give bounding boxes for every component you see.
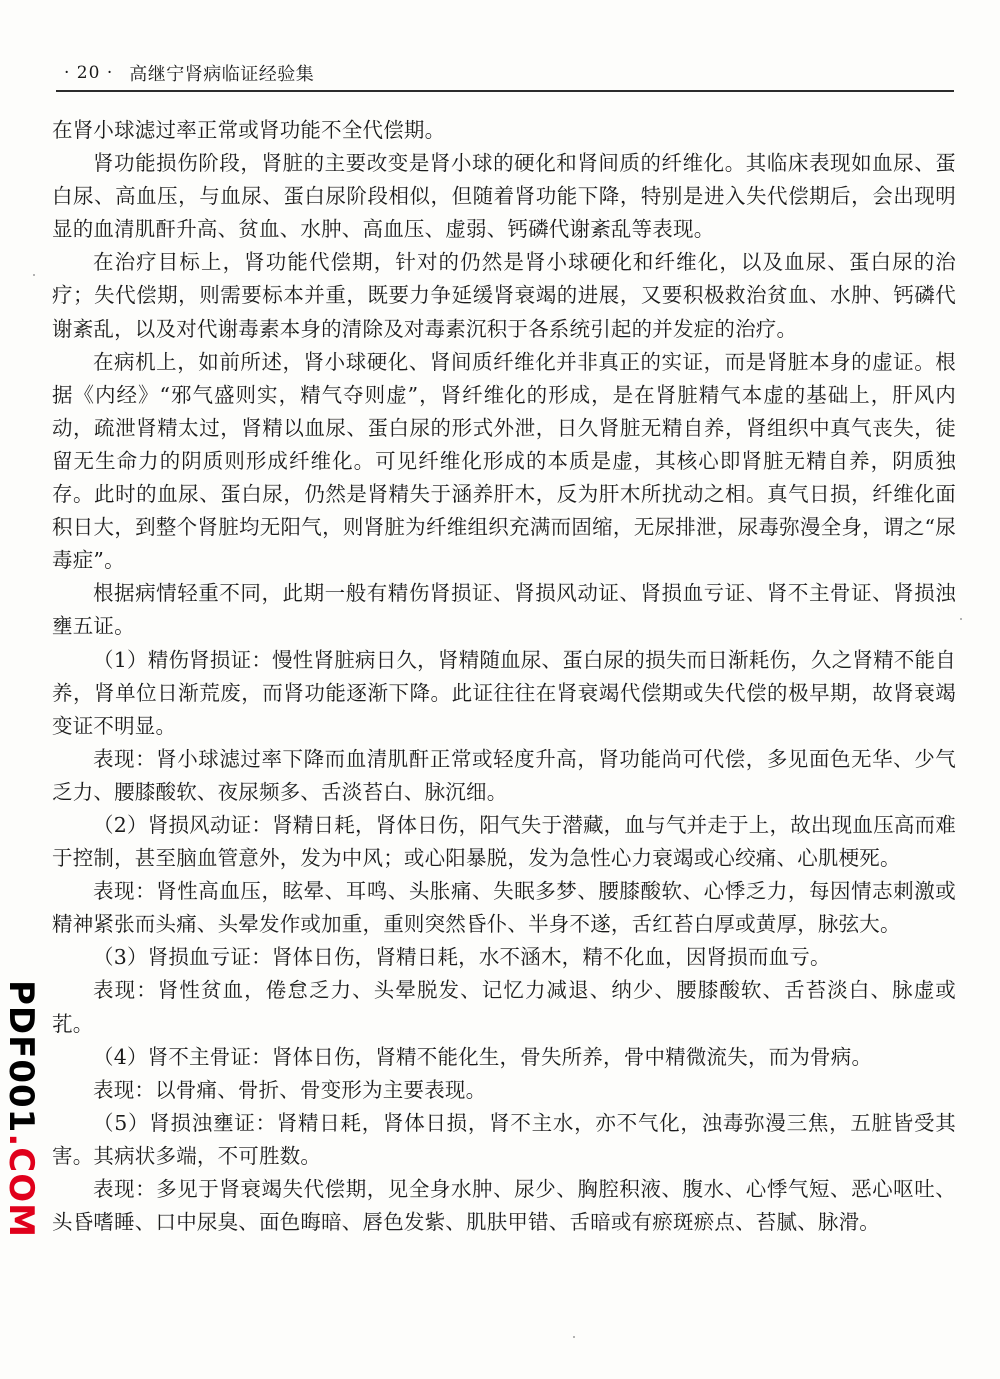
paragraph: （2）肾损风动证：肾精日耗，肾体日伤，阳气失于潜藏，血与气并走于上，故出现血压高而难于控制，甚至脑血管意外，发为中风；或心阳暴脱，发为急性心力衰竭或心绞痛、心肌梗死。 <box>52 812 956 871</box>
body-text <box>52 114 956 1239</box>
watermark-prefix: PDF001 <box>1 980 41 1134</box>
watermark-suffix: .COM <box>1 1133 41 1238</box>
paragraph: （3）肾损血亏证：肾体日伤，肾精日耗，水不涵木，精不化血，因肾损而血亏。 <box>93 945 831 970</box>
paragraph: 表现：肾小球滤过率下降而血清肌酐正常或轻度升高，肾功能尚可代偿，多见面色无华、少气乏力、腰膝酸软、夜尿频多、舌淡苔白、脉沉细。 <box>52 746 956 804</box>
scan-speck <box>573 1336 575 1338</box>
scan-speck <box>960 618 962 620</box>
page-number: · 20 · <box>64 63 114 83</box>
page-header <box>56 56 954 92</box>
paragraph: 根据病情轻重不同，此期一般有精伤肾损证、肾损风动证、肾损血亏证、肾不主骨证、肾损浊壅五证。 <box>52 581 956 639</box>
paragraph: （5）肾损浊壅证：肾精日耗，肾体日损，肾不主水，亦不气化，浊毒弥漫三焦，五脏皆受其害。其病状多端，不可胜数。 <box>52 1110 956 1168</box>
paragraph: （4）肾不主骨证：肾体日伤，肾精不能化生，骨失所养，骨中精微流失，而为骨病。 <box>93 1044 873 1069</box>
watermark <box>2 980 40 1240</box>
paragraph: 在病机上，如前所述，肾小球硬化、肾间质纤维化并非真正的实证，而是肾脏本身的虚证。根据《内经》“邪气盛则实，精气夺则虚”，肾纤维化的形成，是在肾脏精气本虚的基础上，肝风内动，疏泄肾精太过，肾精以血尿、蛋白尿的形式外泄，日久肾脏无精自养，肾组织中真气丧失，徒留无生命力的阴质则形成纤维化。可见纤维化形成的本质是虚，其核心即肾脏无精自养，阴质独存。此时的血尿、蛋白尿，仍然是肾精失于涵养肝木，反为肝木所扰动之相。真气日损，纤维化面积日大，到整个肾脏均无阳气，则肾脏为纤维组织充满而固缩，无尿排泄，尿毒弥漫全身，谓之“尿毒症”。 <box>52 349 956 573</box>
paragraph: 在治疗目标上，肾功能代偿期，针对的仍然是肾小球硬化和纤维化，以及血尿、蛋白尿的治疗；失代偿期，则需要标本并重，既要力争延缓肾衰竭的进展，又要积极救治贫血、水肿、钙磷代谢紊乱，以及对代谢毒素本身的清除及对毒素沉积于各系统引起的并发症的治疗。 <box>52 250 956 341</box>
paragraph: 表现：多见于肾衰竭失代偿期，见全身水肿、尿少、胸腔积液、腹水、心悸气短、恶心呕吐、头昏嗜睡、口中尿臭、面色晦暗、唇色发紫、肌肤甲错、舌暗或有瘀斑瘀点、苔腻、脉滑。 <box>52 1177 956 1235</box>
book-title: 高继宁肾病临证经验集 <box>129 64 315 85</box>
paragraph: 在肾小球滤过率正常或肾功能不全代偿期。 <box>52 118 446 142</box>
paragraph: 表现：肾性贫血，倦怠乏力、头晕脱发、记忆力减退、纳少、腰膝酸软、舌苔淡白、脉虚或芤。 <box>52 978 956 1036</box>
paragraph: （1）精伤肾损证：慢性肾脏病日久，肾精随血尿、蛋白尿的损失而日渐耗伤，久之肾精不能自养，肾单位日渐荒废，而肾功能逐渐下降。此证往往在肾衰竭代偿期或失代偿的极早期，故肾衰竭变证不明显。 <box>52 647 956 738</box>
paragraph: 表现：肾性高血压，眩晕、耳鸣、头胀痛、失眠多梦、腰膝酸软、心悸乏力，每因情志刺激或精神紧张而头痛、头晕发作或加重，重则突然昏仆、半身不遂，舌红苔白厚或黄厚，脉弦大。 <box>52 879 956 937</box>
paragraph: 表现：以骨痛、骨折、骨变形为主要表现。 <box>93 1077 487 1102</box>
scan-speck <box>33 274 35 276</box>
paragraph: 肾功能损伤阶段，肾脏的主要改变是肾小球的硬化和肾间质的纤维化。其临床表现如血尿、蛋白尿、高血压，与血尿、蛋白尿阶段相似，但随着肾功能下降，特别是进入失代偿期后，会出现明显的血清肌酐升高、贫血、水肿、高血压、虚弱、钙磷代谢紊乱等表现。 <box>52 151 956 242</box>
